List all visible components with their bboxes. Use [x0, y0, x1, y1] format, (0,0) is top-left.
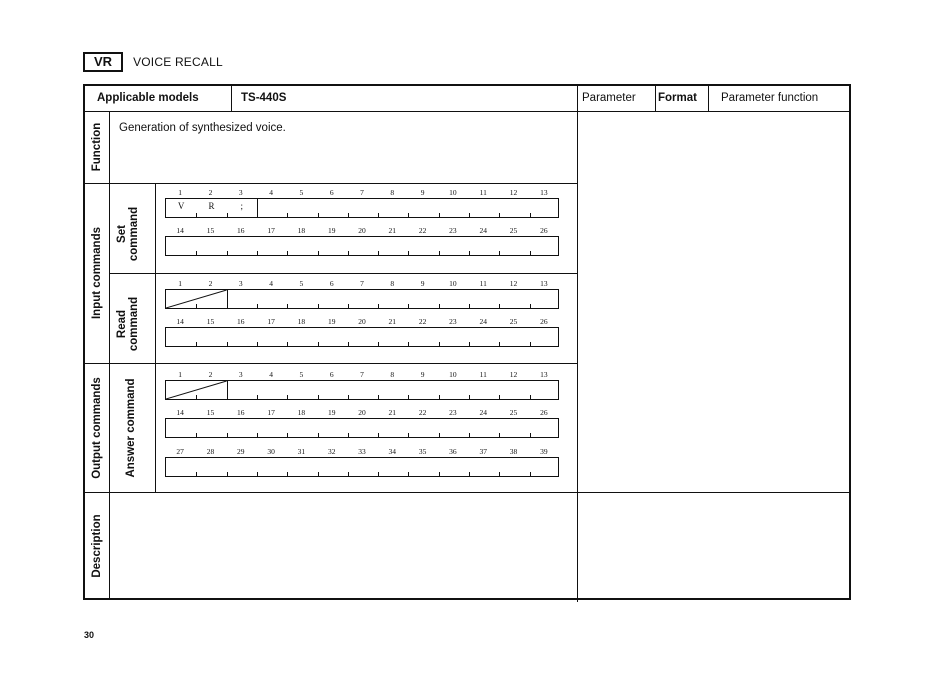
cell-number: 5	[299, 370, 304, 379]
cell-divider	[348, 213, 349, 217]
cell-number: 26	[540, 317, 548, 326]
cell-number: 10	[449, 370, 457, 379]
cell-divider	[408, 251, 409, 255]
cell-number: 11	[479, 279, 487, 288]
cell-divider	[530, 213, 531, 217]
cell-divider	[378, 472, 379, 476]
cell-number: 16	[237, 226, 245, 235]
cell-number: 13	[540, 188, 548, 197]
cell-number: 16	[237, 408, 245, 417]
cell-divider	[499, 472, 500, 476]
cell-divider	[257, 395, 258, 399]
cell-divider	[196, 213, 197, 217]
cell-number: 19	[327, 317, 336, 326]
page-number: 30	[84, 630, 95, 640]
cell-number: 11	[479, 370, 487, 379]
cell-number: 26	[540, 408, 548, 417]
cell-number: 29	[237, 447, 245, 456]
cell-number: 28	[206, 447, 215, 456]
cell-number: 19	[327, 226, 336, 235]
cell-divider	[318, 395, 319, 399]
cell-number: 27	[176, 447, 184, 456]
cell-number: 3	[238, 279, 243, 288]
parameter-function-label: Parameter function	[721, 92, 819, 104]
cell-divider	[348, 472, 349, 476]
cell-row	[165, 236, 559, 256]
cell-divider	[318, 342, 319, 346]
cell-row	[165, 198, 559, 218]
cell-number: 8	[390, 370, 395, 379]
cell-number: 2	[208, 279, 213, 288]
cell-number: 5	[299, 188, 304, 197]
cell-number: 7	[360, 188, 364, 197]
cell-number: 19	[327, 408, 336, 417]
cell-divider	[287, 251, 288, 255]
cell-divider	[408, 395, 409, 399]
cell-number: 35	[418, 447, 427, 456]
cell-number: 3	[238, 370, 243, 379]
cell-divider	[439, 342, 440, 346]
cell-divider	[499, 304, 500, 308]
cell-number: 22	[418, 408, 427, 417]
cell-number: 26	[540, 226, 548, 235]
cell-divider	[469, 472, 470, 476]
command-code-box: VR	[83, 52, 123, 72]
set-command-char: V	[177, 201, 185, 211]
cell-number: 18	[297, 317, 306, 326]
cell-number: 12	[509, 279, 518, 288]
cell-number: 12	[509, 188, 518, 197]
function-text: Generation of synthesized voice.	[119, 122, 286, 134]
cell-number: 31	[297, 447, 306, 456]
cell-row	[165, 457, 559, 477]
cell-number: 2	[208, 370, 213, 379]
cell-divider	[499, 213, 500, 217]
cell-divider	[348, 251, 349, 255]
cell-row	[165, 418, 559, 438]
cell-number: 7	[360, 279, 364, 288]
cell-divider	[378, 213, 379, 217]
cell-number: 1	[178, 370, 183, 379]
cell-number: 9	[420, 370, 425, 379]
cell-number: 8	[390, 279, 395, 288]
cell-divider	[499, 395, 500, 399]
command-title: VOICE RECALL	[133, 55, 223, 69]
unused-cells-slash	[166, 290, 227, 308]
cell-number: 9	[420, 188, 425, 197]
set-command-char: R	[208, 201, 215, 211]
cell-divider	[439, 433, 440, 437]
cell-divider	[469, 342, 470, 346]
cell-divider	[378, 342, 379, 346]
cell-number: 4	[269, 370, 273, 379]
cell-divider	[348, 342, 349, 346]
cell-divider	[378, 304, 379, 308]
cell-number: 34	[388, 447, 397, 456]
cell-number: 20	[358, 317, 366, 326]
cell-divider	[287, 395, 288, 399]
cell-number: 7	[360, 370, 364, 379]
set-command-char: ;	[240, 201, 244, 211]
cell-number: 11	[479, 188, 487, 197]
cell-divider	[287, 304, 288, 308]
cell-number: 24	[479, 408, 487, 417]
cell-divider	[318, 304, 319, 308]
cell-row	[165, 380, 559, 400]
cell-row	[165, 327, 559, 347]
cell-number: 21	[388, 226, 397, 235]
cell-divider	[287, 213, 288, 217]
cell-number: 14	[176, 226, 184, 235]
cell-number: 1	[178, 188, 183, 197]
cell-divider	[439, 395, 440, 399]
cell-divider	[439, 251, 440, 255]
cell-divider	[408, 433, 409, 437]
cell-divider	[257, 342, 258, 346]
function-label: Function	[91, 122, 103, 172]
parameter-label: Parameter	[582, 92, 636, 104]
applicable-models-label: Applicable models	[97, 92, 199, 104]
cell-divider	[469, 433, 470, 437]
cell-number: 23	[449, 226, 457, 235]
cell-divider	[196, 472, 197, 476]
cell-divider	[348, 304, 349, 308]
cell-number: 17	[267, 226, 275, 235]
cell-divider	[318, 472, 319, 476]
cell-number: 37	[479, 447, 487, 456]
cell-number: 18	[297, 408, 306, 417]
cell-number: 14	[176, 408, 184, 417]
cell-number: 6	[329, 370, 334, 379]
cell-number: 23	[449, 408, 457, 417]
cell-number: 36	[449, 447, 457, 456]
cell-number: 25	[509, 317, 518, 326]
cell-divider	[499, 433, 500, 437]
cell-divider	[469, 213, 470, 217]
section-header	[83, 52, 223, 72]
cell-number: 16	[237, 317, 245, 326]
cell-number: 23	[449, 317, 457, 326]
cell-number: 22	[418, 226, 427, 235]
cell-divider	[378, 433, 379, 437]
cell-number: 17	[267, 408, 275, 417]
cell-divider	[196, 342, 197, 346]
cell-divider	[439, 304, 440, 308]
cell-divider	[439, 472, 440, 476]
cell-divider	[530, 395, 531, 399]
set-command-label: Set command	[116, 206, 140, 262]
cell-row	[165, 289, 559, 309]
cell-number: 4	[269, 279, 273, 288]
cell-number: 6	[329, 279, 334, 288]
cell-divider	[499, 342, 500, 346]
cell-divider	[530, 304, 531, 308]
cell-number: 15	[206, 408, 215, 417]
cell-number: 24	[479, 317, 487, 326]
cell-divider	[408, 472, 409, 476]
cell-divider	[348, 395, 349, 399]
cell-number: 30	[267, 447, 275, 456]
cell-number: 33	[358, 447, 366, 456]
cell-divider	[530, 433, 531, 437]
cell-divider	[378, 251, 379, 255]
cell-divider	[530, 342, 531, 346]
cell-number: 22	[418, 317, 427, 326]
cell-divider	[408, 342, 409, 346]
unused-cells-slash	[166, 381, 227, 399]
cell-divider	[287, 342, 288, 346]
cell-divider	[408, 213, 409, 217]
cell-number: 15	[206, 317, 215, 326]
model-name: TS-440S	[241, 92, 287, 104]
cell-divider	[227, 342, 228, 346]
cell-divider	[257, 472, 258, 476]
format-label: Format	[658, 92, 697, 104]
cell-divider	[408, 304, 409, 308]
cell-divider	[530, 472, 531, 476]
cell-number: 21	[388, 317, 397, 326]
cell-number: 17	[267, 317, 275, 326]
cell-divider	[469, 251, 470, 255]
description-label: Description	[91, 514, 103, 578]
cell-divider	[257, 251, 258, 255]
cell-number: 13	[540, 279, 548, 288]
cell-divider	[287, 433, 288, 437]
cell-divider	[196, 433, 197, 437]
cell-number: 12	[509, 370, 518, 379]
cell-number: 21	[388, 408, 397, 417]
cell-divider	[318, 433, 319, 437]
cell-number: 1	[178, 279, 183, 288]
cell-divider	[348, 433, 349, 437]
cell-divider	[318, 251, 319, 255]
cell-divider	[227, 213, 228, 217]
cell-number: 15	[206, 226, 215, 235]
cell-divider	[287, 472, 288, 476]
cell-number: 14	[176, 317, 184, 326]
cell-number: 10	[449, 188, 457, 197]
cell-number: 9	[420, 279, 425, 288]
cell-divider	[257, 304, 258, 308]
cell-divider	[469, 304, 470, 308]
cell-divider	[530, 251, 531, 255]
command-table	[83, 84, 851, 600]
cell-number: 24	[479, 226, 487, 235]
cell-number: 32	[327, 447, 336, 456]
command-end-marker	[257, 199, 258, 217]
cell-number: 4	[269, 188, 273, 197]
cell-divider	[227, 433, 228, 437]
cell-divider	[469, 395, 470, 399]
cell-divider	[318, 213, 319, 217]
cell-number: 10	[449, 279, 457, 288]
cell-number: 6	[329, 188, 334, 197]
cell-number: 39	[540, 447, 548, 456]
output-commands-label: Output commands	[91, 377, 103, 479]
cell-number: 38	[509, 447, 518, 456]
read-command-label: Read command	[116, 296, 140, 352]
cell-number: 20	[358, 408, 366, 417]
answer-command-label: Answer command	[125, 378, 137, 478]
input-commands-label: Input commands	[91, 227, 103, 320]
cell-number: 2	[208, 188, 213, 197]
cell-divider	[439, 213, 440, 217]
cell-divider	[378, 395, 379, 399]
cell-number: 5	[299, 279, 304, 288]
cell-divider	[196, 251, 197, 255]
cell-number: 18	[297, 226, 306, 235]
cell-divider	[257, 433, 258, 437]
cell-number: 13	[540, 370, 548, 379]
cell-divider	[227, 472, 228, 476]
cell-divider	[499, 251, 500, 255]
cell-number: 25	[509, 408, 518, 417]
cell-number: 25	[509, 226, 518, 235]
cell-number: 20	[358, 226, 366, 235]
cell-number: 8	[390, 188, 395, 197]
cell-number: 3	[238, 188, 243, 197]
cell-divider	[227, 251, 228, 255]
